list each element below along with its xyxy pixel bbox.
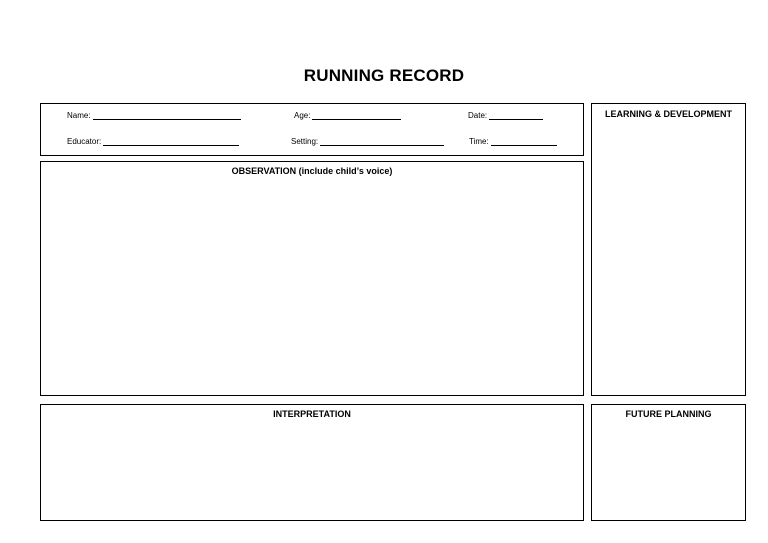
page-title: RUNNING RECORD: [303, 66, 465, 85]
learning-development-heading: LEARNING & DEVELOPMENT: [604, 109, 732, 119]
date-line[interactable]: [489, 111, 543, 120]
learning-development-box[interactable]: [591, 103, 746, 396]
interpretation-heading: INTERPRETATION: [273, 409, 351, 419]
educator-line[interactable]: [103, 137, 239, 146]
time-label: Time:: [469, 137, 489, 146]
setting-line[interactable]: [320, 137, 444, 146]
future-planning-heading: FUTURE PLANNING: [625, 409, 712, 419]
future-planning-box[interactable]: [591, 404, 746, 521]
date-label: Date:: [468, 111, 488, 120]
educator-field[interactable]: [67, 137, 239, 146]
name-line[interactable]: [93, 111, 241, 120]
setting-label: Setting:: [291, 137, 319, 146]
name-label: Name:: [67, 111, 91, 120]
observation-box[interactable]: [40, 161, 584, 396]
name-field[interactable]: [67, 111, 241, 120]
age-line[interactable]: [312, 111, 401, 120]
educator-label: Educator:: [67, 137, 102, 146]
details-box: [40, 103, 584, 156]
age-label: Age:: [294, 111, 311, 120]
setting-field[interactable]: [291, 137, 444, 146]
date-field[interactable]: [468, 111, 543, 120]
time-line[interactable]: [491, 137, 557, 146]
observation-heading: OBSERVATION (include child’s voice): [231, 166, 393, 176]
interpretation-box[interactable]: [40, 404, 584, 521]
age-field[interactable]: [294, 111, 401, 120]
time-field[interactable]: [469, 137, 557, 146]
